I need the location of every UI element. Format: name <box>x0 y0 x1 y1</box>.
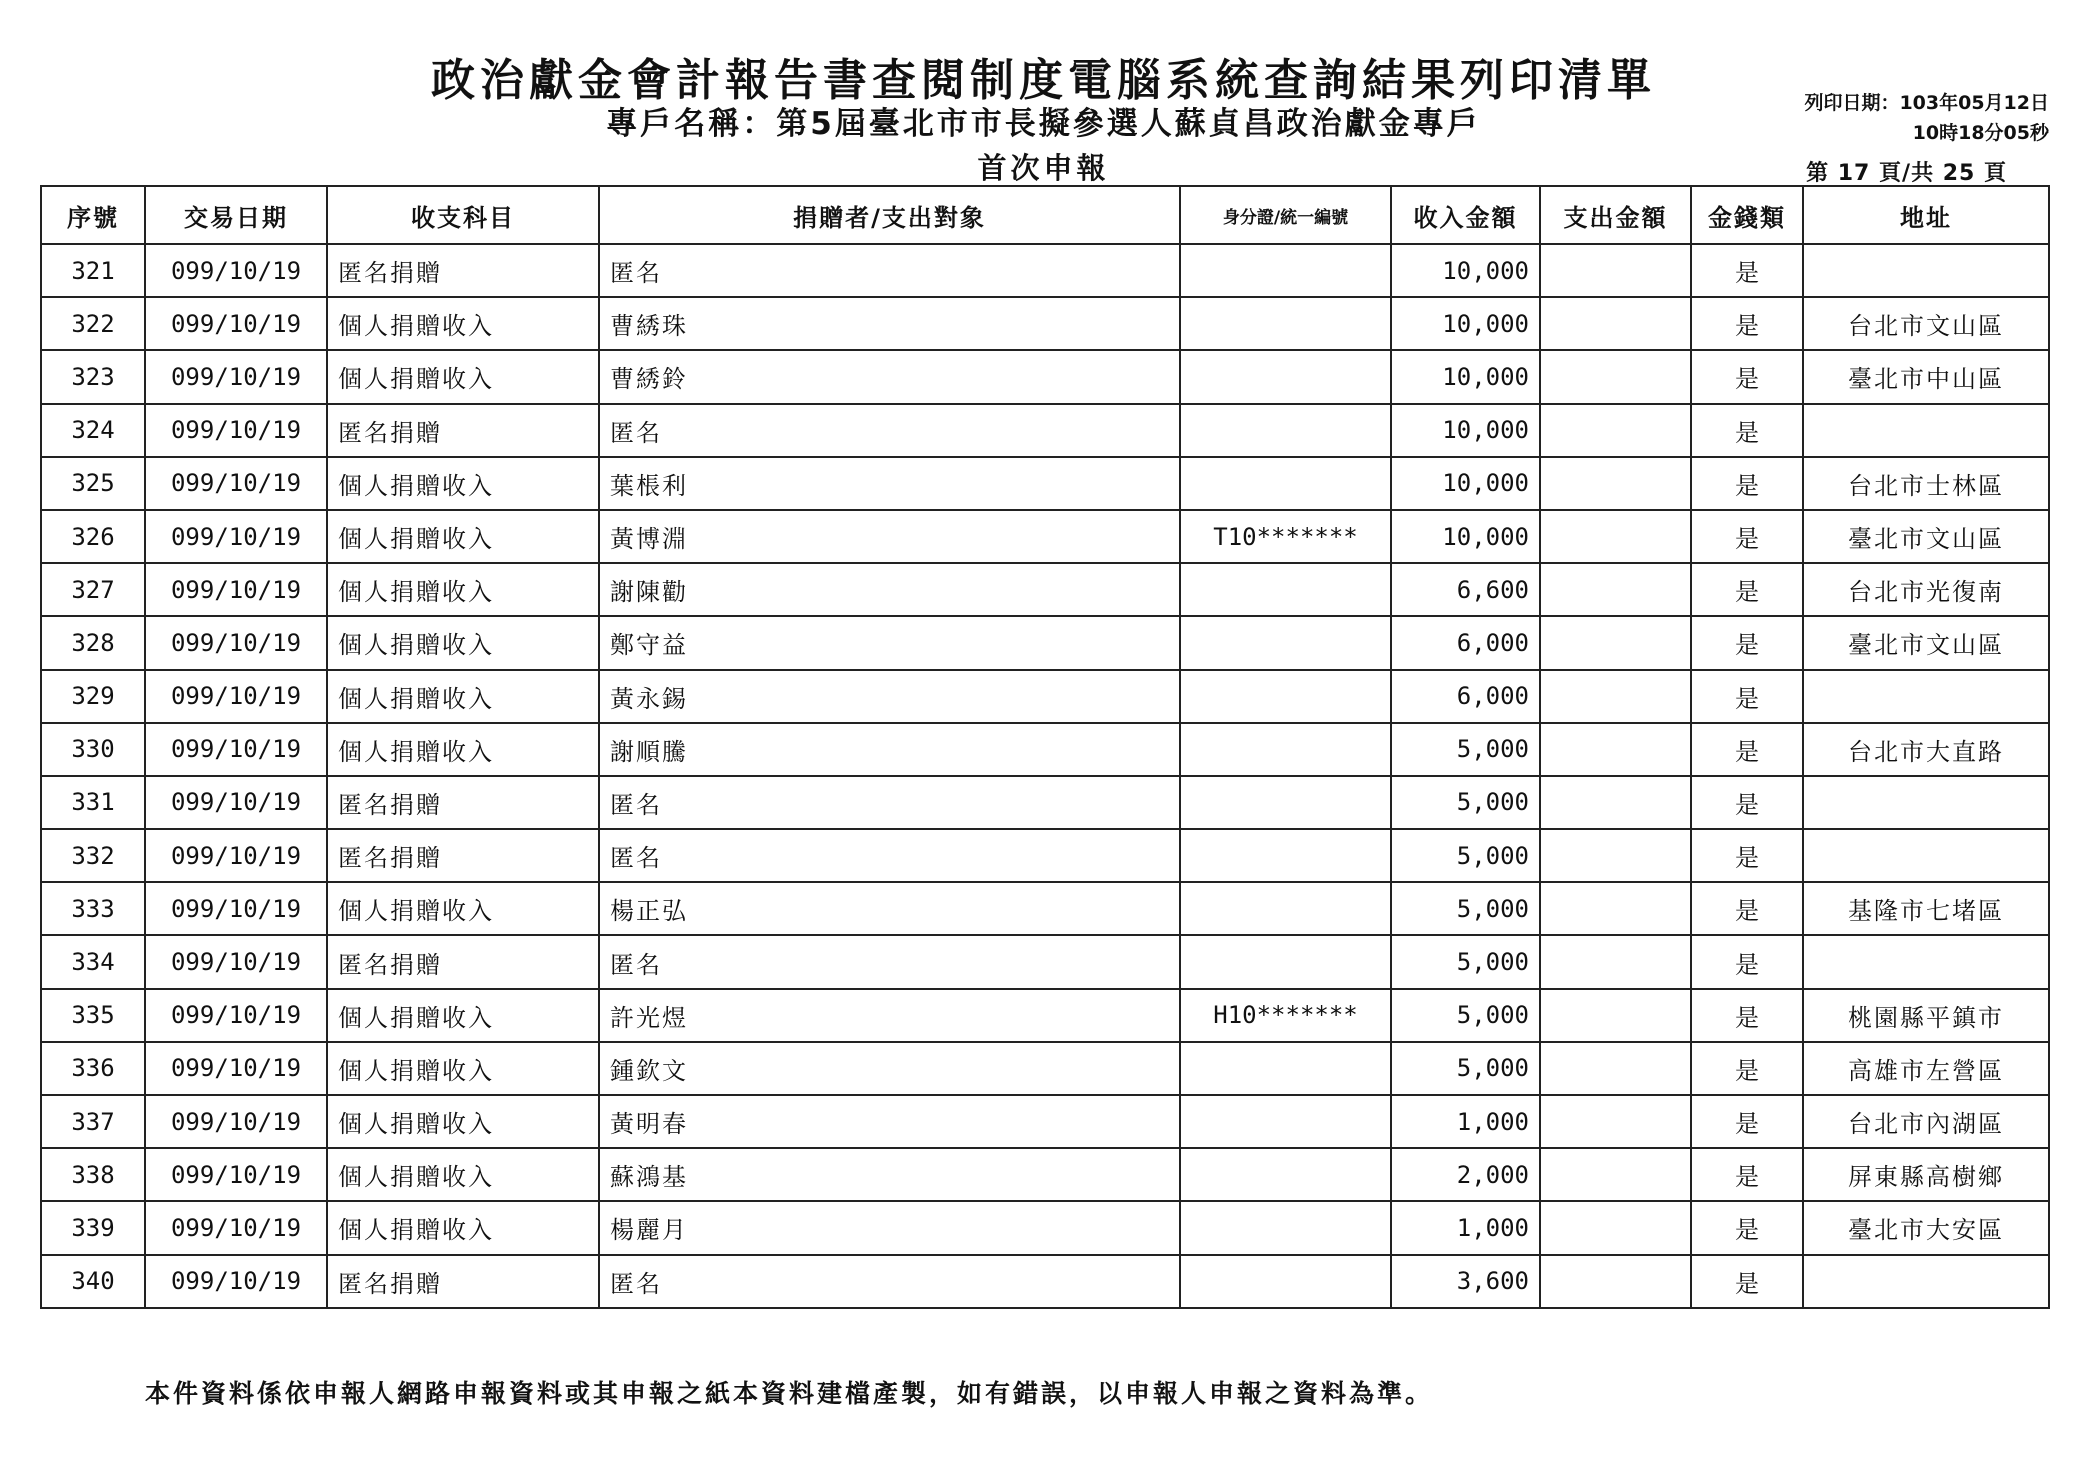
cell-money-type: 是 <box>1691 1148 1803 1201</box>
cell-subject: 個人捐贈收入 <box>327 1201 599 1254</box>
cell-address <box>1803 829 2049 882</box>
cell-expense <box>1540 563 1691 616</box>
cell-id <box>1180 723 1391 776</box>
cell-subject: 個人捐贈收入 <box>327 350 599 403</box>
cell-seq: 335 <box>41 989 145 1042</box>
cell-seq: 328 <box>41 616 145 669</box>
cell-income: 10,000 <box>1391 350 1540 403</box>
cell-income: 10,000 <box>1391 404 1540 457</box>
col-header-seq: 序號 <box>41 186 145 244</box>
col-header-date: 交易日期 <box>145 186 327 244</box>
cell-subject: 個人捐贈收入 <box>327 1095 599 1148</box>
cell-donor: 曹綉珠 <box>599 297 1180 350</box>
cell-seq: 322 <box>41 297 145 350</box>
table-row <box>41 404 2049 457</box>
cell-subject: 個人捐贈收入 <box>327 616 599 669</box>
page-info: 第 17 頁/共 25 頁 <box>1806 161 2007 186</box>
cell-date: 099/10/19 <box>145 829 327 882</box>
cell-income: 5,000 <box>1391 723 1540 776</box>
cell-seq: 330 <box>41 723 145 776</box>
cell-money-type: 是 <box>1691 1095 1803 1148</box>
cell-address: 高雄市左營區 <box>1803 1042 2049 1095</box>
table-row <box>41 244 2049 297</box>
table-row <box>41 670 2049 723</box>
cell-date: 099/10/19 <box>145 989 327 1042</box>
cell-donor: 匿名 <box>599 776 1180 829</box>
cell-date: 099/10/19 <box>145 1201 327 1254</box>
cell-address: 臺北市中山區 <box>1803 350 2049 403</box>
cell-address <box>1803 404 2049 457</box>
cell-id <box>1180 776 1391 829</box>
cell-date: 099/10/19 <box>145 1095 327 1148</box>
cell-expense <box>1540 935 1691 988</box>
col-header-expense: 支出金額 <box>1540 186 1691 244</box>
col-header-income: 收入金額 <box>1391 186 1540 244</box>
col-header-address: 地址 <box>1803 186 2049 244</box>
cell-id <box>1180 1148 1391 1201</box>
cell-donor: 鍾欽文 <box>599 1042 1180 1095</box>
footer-note: 本件資料係依申報人網路申報資料或其申報之紙本資料建檔產製，如有錯誤，以申報人申報之資料為準。 <box>145 1379 1434 1408</box>
cell-subject: 匿名捐贈 <box>327 244 599 297</box>
cell-income: 6,600 <box>1391 563 1540 616</box>
ledger-table <box>40 185 2050 1309</box>
cell-address <box>1803 776 2049 829</box>
print-date: 列印日期：103年05月12日 <box>1804 92 2049 114</box>
cell-donor: 許光煜 <box>599 989 1180 1042</box>
cell-money-type: 是 <box>1691 350 1803 403</box>
cell-date: 099/10/19 <box>145 244 327 297</box>
cell-seq: 332 <box>41 829 145 882</box>
cell-donor: 黃明春 <box>599 1095 1180 1148</box>
cell-subject: 匿名捐贈 <box>327 829 599 882</box>
cell-seq: 331 <box>41 776 145 829</box>
cell-subject: 匿名捐贈 <box>327 935 599 988</box>
cell-subject: 個人捐贈收入 <box>327 457 599 510</box>
cell-date: 099/10/19 <box>145 1255 327 1308</box>
cell-date: 099/10/19 <box>145 350 327 403</box>
cell-donor: 黃永錫 <box>599 670 1180 723</box>
table-row <box>41 1201 2049 1254</box>
table-row <box>41 1255 2049 1308</box>
cell-money-type: 是 <box>1691 776 1803 829</box>
cell-expense <box>1540 457 1691 510</box>
cell-money-type: 是 <box>1691 563 1803 616</box>
cell-donor: 黃博淵 <box>599 510 1180 563</box>
cell-expense <box>1540 829 1691 882</box>
cell-income: 10,000 <box>1391 297 1540 350</box>
cell-id <box>1180 1255 1391 1308</box>
cell-expense <box>1540 670 1691 723</box>
cell-income: 10,000 <box>1391 510 1540 563</box>
cell-date: 099/10/19 <box>145 404 327 457</box>
cell-money-type: 是 <box>1691 404 1803 457</box>
cell-income: 6,000 <box>1391 670 1540 723</box>
cell-income: 1,000 <box>1391 1095 1540 1148</box>
cell-expense <box>1540 1042 1691 1095</box>
table-row <box>41 989 2049 1042</box>
cell-id <box>1180 563 1391 616</box>
table-row <box>41 616 2049 669</box>
cell-date: 099/10/19 <box>145 1148 327 1201</box>
cell-money-type: 是 <box>1691 935 1803 988</box>
cell-money-type: 是 <box>1691 457 1803 510</box>
cell-address: 台北市士林區 <box>1803 457 2049 510</box>
print-info <box>1804 88 2049 148</box>
cell-id <box>1180 1201 1391 1254</box>
cell-expense <box>1540 350 1691 403</box>
table-row <box>41 457 2049 510</box>
cell-expense <box>1540 1095 1691 1148</box>
cell-address <box>1803 670 2049 723</box>
cell-address: 台北市文山區 <box>1803 297 2049 350</box>
cell-id <box>1180 297 1391 350</box>
cell-money-type: 是 <box>1691 670 1803 723</box>
table-row <box>41 1095 2049 1148</box>
cell-date: 099/10/19 <box>145 616 327 669</box>
cell-address <box>1803 244 2049 297</box>
cell-donor: 葉棖利 <box>599 457 1180 510</box>
cell-expense <box>1540 404 1691 457</box>
cell-expense <box>1540 776 1691 829</box>
cell-donor: 蘇鴻基 <box>599 1148 1180 1201</box>
cell-expense <box>1540 1148 1691 1201</box>
cell-money-type: 是 <box>1691 510 1803 563</box>
cell-date: 099/10/19 <box>145 723 327 776</box>
cell-seq: 327 <box>41 563 145 616</box>
cell-seq: 324 <box>41 404 145 457</box>
cell-income: 3,600 <box>1391 1255 1540 1308</box>
cell-subject: 個人捐贈收入 <box>327 1042 599 1095</box>
cell-money-type: 是 <box>1691 244 1803 297</box>
cell-donor: 謝陳勸 <box>599 563 1180 616</box>
cell-date: 099/10/19 <box>145 1042 327 1095</box>
cell-income: 5,000 <box>1391 882 1540 935</box>
cell-seq: 336 <box>41 1042 145 1095</box>
cell-expense <box>1540 1201 1691 1254</box>
cell-expense <box>1540 1255 1691 1308</box>
print-time: 10時18分05秒 <box>1912 122 2049 144</box>
cell-subject: 匿名捐贈 <box>327 404 599 457</box>
cell-subject: 個人捐贈收入 <box>327 563 599 616</box>
cell-id <box>1180 350 1391 403</box>
cell-address: 屏東縣高樹鄉 <box>1803 1148 2049 1201</box>
report-title: 政治獻金會計報告書查閱制度電腦系統查詢結果列印清單 <box>431 55 1656 106</box>
cell-expense <box>1540 510 1691 563</box>
cell-address <box>1803 935 2049 988</box>
table-row <box>41 350 2049 403</box>
cell-subject: 個人捐贈收入 <box>327 723 599 776</box>
cell-expense <box>1540 244 1691 297</box>
cell-address <box>1803 1255 2049 1308</box>
cell-seq: 325 <box>41 457 145 510</box>
cell-income: 2,000 <box>1391 1148 1540 1201</box>
cell-date: 099/10/19 <box>145 510 327 563</box>
table-row <box>41 563 2049 616</box>
cell-donor: 匿名 <box>599 244 1180 297</box>
cell-date: 099/10/19 <box>145 935 327 988</box>
cell-expense <box>1540 616 1691 669</box>
cell-address: 台北市光復南 <box>1803 563 2049 616</box>
cell-income: 5,000 <box>1391 935 1540 988</box>
cell-money-type: 是 <box>1691 882 1803 935</box>
cell-income: 5,000 <box>1391 829 1540 882</box>
cell-id <box>1180 1042 1391 1095</box>
cell-expense <box>1540 989 1691 1042</box>
cell-id <box>1180 935 1391 988</box>
cell-donor: 謝順騰 <box>599 723 1180 776</box>
cell-seq: 340 <box>41 1255 145 1308</box>
cell-date: 099/10/19 <box>145 776 327 829</box>
table-row <box>41 935 2049 988</box>
cell-date: 099/10/19 <box>145 882 327 935</box>
cell-income: 1,000 <box>1391 1201 1540 1254</box>
cell-income: 5,000 <box>1391 1042 1540 1095</box>
table-row <box>41 1042 2049 1095</box>
cell-donor: 匿名 <box>599 1255 1180 1308</box>
cell-seq: 326 <box>41 510 145 563</box>
ledger-body <box>41 244 2049 1308</box>
cell-seq: 338 <box>41 1148 145 1201</box>
cell-address: 台北市大直路 <box>1803 723 2049 776</box>
cell-expense <box>1540 297 1691 350</box>
cell-donor: 楊麗月 <box>599 1201 1180 1254</box>
cell-donor: 匿名 <box>599 935 1180 988</box>
cell-date: 099/10/19 <box>145 563 327 616</box>
cell-address: 桃園縣平鎮市 <box>1803 989 2049 1042</box>
cell-donor: 匿名 <box>599 404 1180 457</box>
cell-id <box>1180 882 1391 935</box>
cell-id <box>1180 244 1391 297</box>
cell-donor: 楊正弘 <box>599 882 1180 935</box>
cell-subject: 個人捐贈收入 <box>327 882 599 935</box>
cell-expense <box>1540 723 1691 776</box>
cell-subject: 個人捐贈收入 <box>327 989 599 1042</box>
cell-money-type: 是 <box>1691 829 1803 882</box>
cell-expense <box>1540 882 1691 935</box>
cell-date: 099/10/19 <box>145 297 327 350</box>
cell-money-type: 是 <box>1691 723 1803 776</box>
cell-money-type: 是 <box>1691 616 1803 669</box>
cell-subject: 個人捐贈收入 <box>327 1148 599 1201</box>
cell-id: T10******* <box>1180 510 1391 563</box>
cell-seq: 337 <box>41 1095 145 1148</box>
col-header-money-type: 金錢類 <box>1691 186 1803 244</box>
cell-subject: 個人捐贈收入 <box>327 670 599 723</box>
cell-seq: 323 <box>41 350 145 403</box>
cell-seq: 329 <box>41 670 145 723</box>
cell-id <box>1180 457 1391 510</box>
cell-seq: 333 <box>41 882 145 935</box>
report-type: 首次申報 <box>977 151 1110 185</box>
cell-money-type: 是 <box>1691 989 1803 1042</box>
cell-subject: 匿名捐贈 <box>327 776 599 829</box>
cell-subject: 匿名捐贈 <box>327 1255 599 1308</box>
cell-subject: 個人捐贈收入 <box>327 297 599 350</box>
cell-address: 臺北市大安區 <box>1803 1201 2049 1254</box>
cell-donor: 鄭守益 <box>599 616 1180 669</box>
cell-address: 臺北市文山區 <box>1803 616 2049 669</box>
cell-id <box>1180 1095 1391 1148</box>
col-header-subject: 收支科目 <box>327 186 599 244</box>
cell-seq: 321 <box>41 244 145 297</box>
cell-money-type: 是 <box>1691 1042 1803 1095</box>
table-row <box>41 882 2049 935</box>
table-row <box>41 776 2049 829</box>
account-name: 專戶名稱：第5屆臺北市市長擬參選人蘇貞昌政治獻金專戶 <box>606 106 1481 142</box>
cell-id <box>1180 616 1391 669</box>
cell-income: 10,000 <box>1391 457 1540 510</box>
col-header-donor: 捐贈者/支出對象 <box>599 186 1180 244</box>
cell-id <box>1180 404 1391 457</box>
cell-date: 099/10/19 <box>145 457 327 510</box>
cell-income: 6,000 <box>1391 616 1540 669</box>
table-row <box>41 1148 2049 1201</box>
cell-income: 10,000 <box>1391 244 1540 297</box>
cell-donor: 匿名 <box>599 829 1180 882</box>
table-row <box>41 829 2049 882</box>
cell-money-type: 是 <box>1691 297 1803 350</box>
table-row <box>41 510 2049 563</box>
cell-seq: 334 <box>41 935 145 988</box>
cell-id <box>1180 829 1391 882</box>
table-row <box>41 723 2049 776</box>
col-header-id: 身分證/統一編號 <box>1180 186 1391 244</box>
cell-money-type: 是 <box>1691 1255 1803 1308</box>
cell-subject: 個人捐贈收入 <box>327 510 599 563</box>
cell-id: H10******* <box>1180 989 1391 1042</box>
cell-seq: 339 <box>41 1201 145 1254</box>
cell-income: 5,000 <box>1391 776 1540 829</box>
cell-income: 5,000 <box>1391 989 1540 1042</box>
cell-address: 臺北市文山區 <box>1803 510 2049 563</box>
cell-address: 台北市內湖區 <box>1803 1095 2049 1148</box>
table-row <box>41 297 2049 350</box>
header-row <box>41 186 2049 244</box>
cell-money-type: 是 <box>1691 1201 1803 1254</box>
cell-id <box>1180 670 1391 723</box>
cell-address: 基隆市七堵區 <box>1803 882 2049 935</box>
cell-date: 099/10/19 <box>145 670 327 723</box>
cell-donor: 曹綉鈴 <box>599 350 1180 403</box>
